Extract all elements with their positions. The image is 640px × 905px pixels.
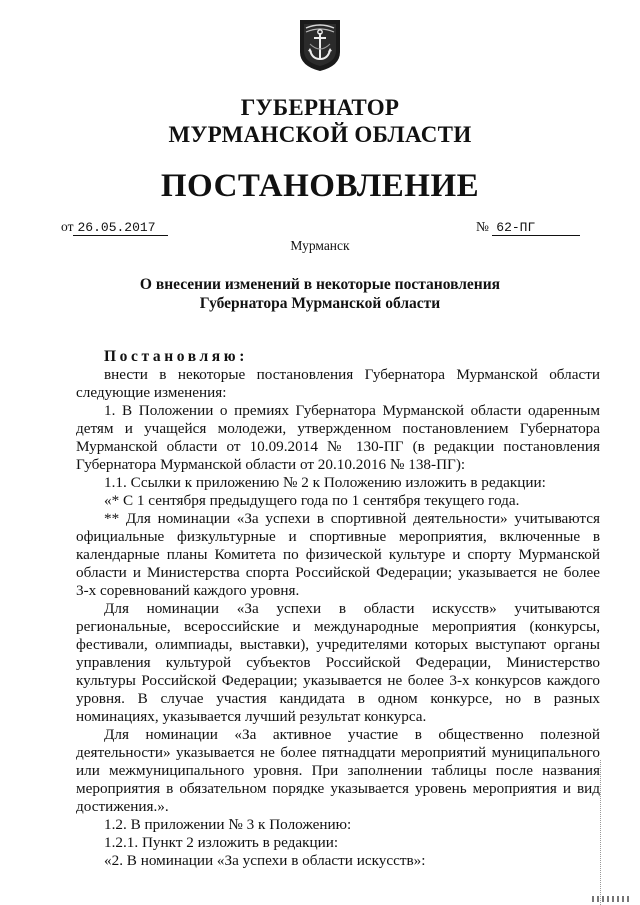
body-line: 1.2. В приложении № 3 к Положению:	[104, 816, 352, 833]
issuer-title-line1: ГУБЕРНАТОР	[240, 95, 400, 120]
body-line: деятельности» указывается не более пятнадцати мероприятий муниципального	[76, 744, 600, 761]
issuer-title-line2: МУРМАНСКОЙ ОБЛАСТИ	[168, 122, 472, 147]
body-line: Для номинации «За успехи в области искусств» учитываются	[104, 600, 600, 617]
number-value: 62-ПГ	[492, 221, 580, 236]
body-line: внести в некоторые постановления Губернатора Мурманской области	[104, 366, 600, 383]
body-line: области и Министерства спорта Российской Федерации; указывается не более	[76, 564, 600, 581]
document-title-line2: Губернатора Мурманской области	[199, 295, 441, 312]
body-line: «* С 1 сентября предыдущего года по 1 сентября текущего года.	[104, 492, 520, 509]
body-line: календарные планы Комитета по физической культуре и спорту Мурманской	[76, 546, 600, 563]
coat-of-arms-icon	[298, 18, 342, 72]
body-line: мероприятия в обязательном порядке указывается уровень мероприятия и вид	[76, 780, 600, 797]
scan-edge-dots	[592, 896, 632, 902]
body-line: культуры Российской Федерации; указывается не более 3-х конкурсов каждого	[76, 672, 600, 689]
body-line: официальные физкультурные и спортивные мероприятия, включенные в	[76, 528, 600, 545]
body-line: региональные, всероссийские и международные мероприятия (конкурсы,	[76, 618, 600, 635]
document-title-line1: О внесении изменений в некоторые постановления	[139, 276, 501, 293]
body-line: следующие изменения:	[76, 384, 227, 401]
date-value: 26.05.2017	[73, 221, 167, 236]
body-line: номинациях, указывается лучший результат конкурса.	[76, 708, 427, 725]
body-line: 3-х соревнований каждого уровня.	[76, 582, 300, 599]
body-line: или межмуниципального уровня. При заполнении таблицы после названия	[76, 762, 600, 779]
body-line: управления культурой субъектов Российской Федерации, Министерство	[76, 654, 600, 671]
scan-edge-mark	[600, 760, 602, 905]
body-line: Мурманской области от 10.09.2014 № 130-ПГ (в редакции постановления	[76, 438, 600, 455]
document-type-heading: ПОСТАНОВЛЕНИЕ	[160, 168, 480, 204]
body-line: Губернатора Мурманской области от 20.10.2016 № 138-ПГ):	[76, 456, 466, 473]
body-line: «2. В номинации «За успехи в области искусств»:	[104, 852, 426, 869]
number-prefix: №	[476, 219, 489, 234]
decree-number	[476, 219, 580, 236]
decree-date	[61, 219, 168, 236]
body-line: детям и учащейся молодежи, утвержденном постановлением Губернатора	[76, 420, 600, 437]
body-line: достижения.».	[76, 798, 169, 815]
date-prefix: от	[61, 219, 74, 234]
body-line: Для номинации «За активное участие в общественно полезной	[104, 726, 600, 743]
city-label: Мурманск	[290, 238, 350, 253]
body-line: уровня. В случае участия кандидата в одном конкурсе, но в разных	[76, 690, 600, 707]
body-line: ** Для номинации «За успехи в спортивной деятельности» учитываются	[104, 510, 600, 527]
resolves-heading: Постановляю:	[104, 348, 248, 365]
body-line: фестивали, олимпиады, выставки), учредителями которых выступают органы	[76, 636, 600, 653]
body-line: 1.1. Ссылки к приложению № 2 к Положению изложить в редакции:	[104, 474, 546, 491]
body-line: 1. В Положении о премиях Губернатора Мурманской области одаренным	[104, 402, 600, 419]
body-line: 1.2.1. Пункт 2 изложить в редакции:	[104, 834, 339, 851]
